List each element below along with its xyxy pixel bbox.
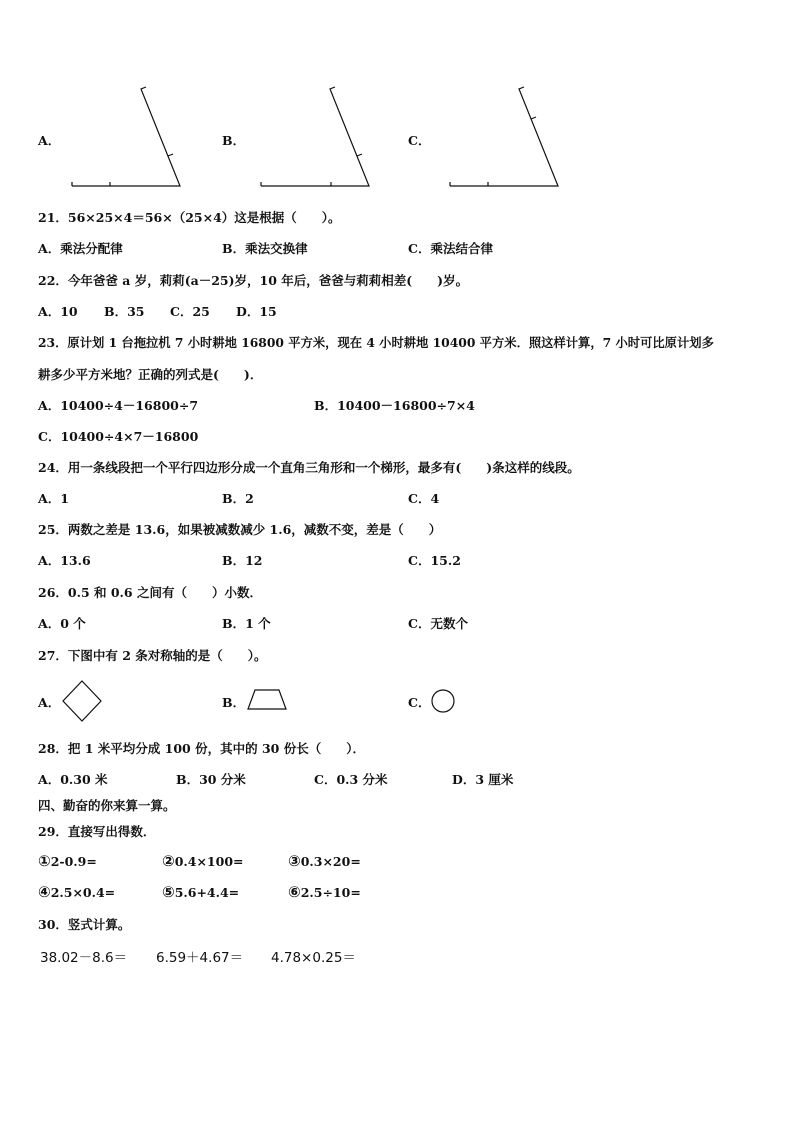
q29-item-6 bbox=[288, 883, 361, 901]
q29-stem: 29．直接写出得数． bbox=[38, 824, 156, 839]
q27-circle-figure bbox=[430, 688, 456, 714]
q21-option-c[interactable]: C．乘法结合律 bbox=[408, 241, 493, 256]
q24-option-c[interactable]: C．4 bbox=[408, 491, 440, 506]
q29-number-3: ③ bbox=[288, 852, 301, 870]
q20-option-b[interactable]: B． bbox=[222, 133, 246, 148]
q27-trapezoid-figure bbox=[245, 688, 289, 712]
q29-item-3 bbox=[288, 852, 361, 870]
q29-number-6: ⑥ bbox=[288, 883, 301, 901]
q29-number-2: ② bbox=[162, 852, 175, 870]
q26-option-a[interactable]: A．0 个 bbox=[38, 616, 86, 631]
q23-option-c[interactable]: C．10400÷4×7－16800 bbox=[38, 429, 199, 444]
q25-stem: 25．两数之差是 13.6，如果被减数减少 1.6，减数不变，差是（ ） bbox=[38, 522, 442, 537]
q23-option-b[interactable]: B．10400－16800÷7×4 bbox=[314, 398, 475, 413]
q25-option-c[interactable]: C．15.2 bbox=[408, 553, 461, 568]
q22-option-d[interactable]: D．15 bbox=[236, 304, 277, 319]
q24-option-b[interactable]: B．2 bbox=[222, 491, 254, 506]
q29-expression-3: 0.3×20= bbox=[300, 854, 361, 869]
q29-expression-2: 0.4×100= bbox=[174, 854, 244, 869]
q28-option-b[interactable]: B．30 分米 bbox=[176, 772, 246, 787]
section4-title: 四、勤奋的你来算一算。 bbox=[38, 798, 176, 813]
q23-stem-line2: 耕多少平方米地？正确的列式是( )． bbox=[38, 367, 263, 382]
q28-option-c[interactable]: C．0.3 分米 bbox=[314, 772, 388, 787]
q22-stem: 22．今年爸爸 a 岁，莉莉(a－25)岁，10 年后，爸爸与莉莉相差( )岁。 bbox=[38, 273, 469, 288]
q24-stem: 24．用一条线段把一个平行四边形分成一个直角三角形和一个梯形，最多有( )条这样的线段。 bbox=[38, 460, 580, 475]
q29-number-5: ⑤ bbox=[162, 883, 175, 901]
q22-option-a[interactable]: A．10 bbox=[38, 304, 78, 319]
q29-number-1: ① bbox=[38, 852, 51, 870]
q20-angle-figure-a bbox=[70, 86, 185, 190]
q29-item-5 bbox=[162, 883, 239, 901]
q28-option-a[interactable]: A．0.30 米 bbox=[38, 772, 108, 787]
q22-option-c[interactable]: C．25 bbox=[170, 304, 210, 319]
q23-stem-line1: 23．原计划 1 台拖拉机 7 小时耕地 16800 平方米，现在 4 小时耕地 10400 平方米．照这样计算，7 小时可比原计划多 bbox=[38, 335, 714, 350]
q29-item-4 bbox=[38, 883, 115, 901]
q21-option-a[interactable]: A．乘法分配律 bbox=[38, 241, 123, 256]
q26-option-c[interactable]: C．无数个 bbox=[408, 616, 468, 631]
q26-option-b[interactable]: B．1 个 bbox=[222, 616, 271, 631]
q27-option-a[interactable]: A． bbox=[38, 695, 61, 710]
q29-item-2 bbox=[162, 852, 244, 870]
q21-stem: 21．56×25×4＝56×（25×4）这是根据（ ）。 bbox=[38, 210, 341, 225]
q28-option-d[interactable]: D．3 厘米 bbox=[452, 772, 514, 787]
q20-angle-figure-c bbox=[448, 86, 563, 190]
q26-stem: 26．0.5 和 0.6 之间有（ ）小数． bbox=[38, 585, 262, 600]
q27-rhombus-figure bbox=[61, 680, 103, 722]
q27-option-c[interactable]: C． bbox=[408, 695, 431, 710]
q30-expression-2: 6.59＋4.67＝ bbox=[156, 950, 244, 966]
q27-option-b[interactable]: B． bbox=[222, 695, 246, 710]
q24-option-a[interactable]: A．1 bbox=[38, 491, 69, 506]
q25-option-b[interactable]: B．12 bbox=[222, 553, 263, 568]
q29-expression-5: 5.6+4.4= bbox=[174, 885, 240, 900]
q23-option-a[interactable]: A．10400÷4－16800÷7 bbox=[38, 398, 199, 413]
q25-option-a[interactable]: A．13.6 bbox=[38, 553, 91, 568]
q29-number-4: ④ bbox=[38, 883, 51, 901]
q30-expression-1: 38.02－8.6＝ bbox=[40, 950, 128, 966]
q20-angle-figure-b bbox=[259, 86, 374, 190]
q29-expression-6: 2.5÷10= bbox=[300, 885, 361, 900]
q21-option-b[interactable]: B．乘法交换律 bbox=[222, 241, 308, 256]
q30-expression-3: 4.78×0.25＝ bbox=[271, 950, 356, 966]
q20-option-a[interactable]: A． bbox=[38, 133, 61, 148]
q27-stem: 27．下图中有 2 条对称轴的是（ ）。 bbox=[38, 648, 267, 663]
q29-expression-4: 2.5×0.4= bbox=[50, 885, 116, 900]
q29-item-1 bbox=[38, 852, 97, 870]
q28-stem: 28．把 1 米平均分成 100 份，其中的 30 份长（ ）． bbox=[38, 741, 365, 756]
q29-expression-1: 2-0.9= bbox=[50, 854, 97, 869]
q30-stem: 30．竖式计算。 bbox=[38, 917, 131, 932]
q20-option-c[interactable]: C． bbox=[408, 133, 431, 148]
q22-option-b[interactable]: B．35 bbox=[104, 304, 145, 319]
